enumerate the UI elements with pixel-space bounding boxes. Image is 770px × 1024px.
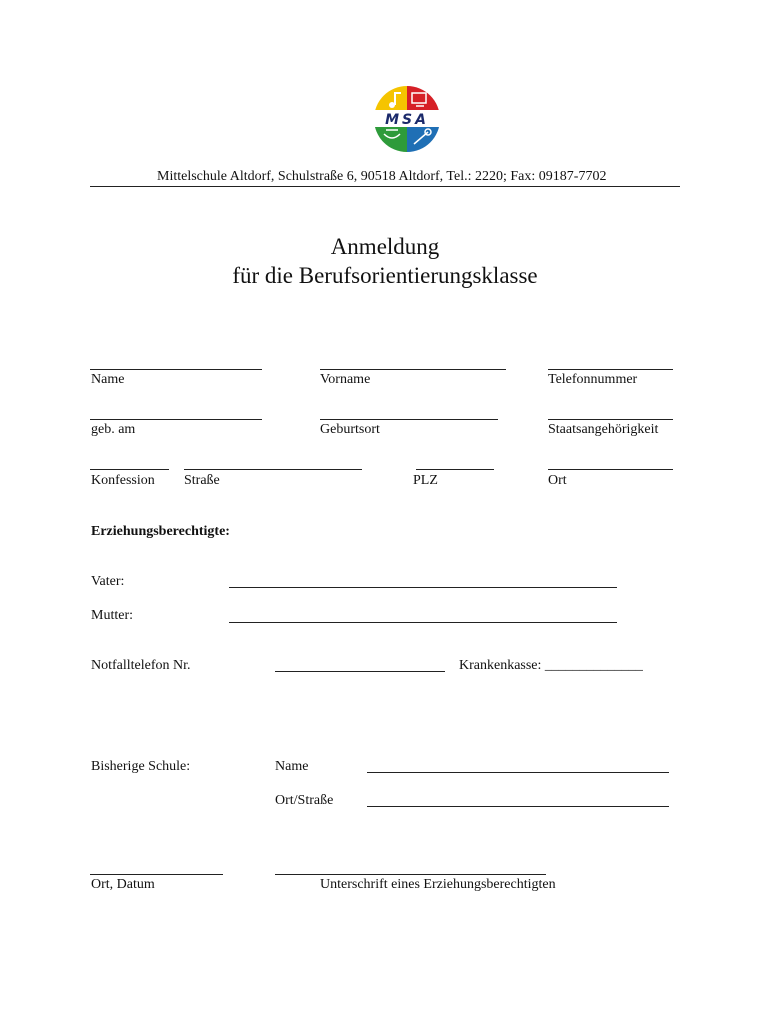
school-ort-field[interactable]: [367, 806, 669, 807]
notfall-label: Notfalltelefon Nr.: [91, 658, 191, 673]
staatsangehoerigkeit-label: Staatsangehörigkeit: [548, 422, 659, 437]
name-label: Name: [91, 372, 125, 387]
logo-text: MSA: [385, 112, 429, 128]
ort-field[interactable]: [548, 469, 673, 470]
school-name-label: Name: [275, 759, 309, 774]
geb-label: geb. am: [91, 422, 136, 437]
vorname-field[interactable]: [320, 369, 506, 370]
konfession-field[interactable]: [90, 469, 169, 470]
telefon-field[interactable]: [548, 369, 673, 370]
unterschrift-field[interactable]: [275, 874, 546, 875]
school-name-field[interactable]: [367, 772, 669, 773]
krankenkasse-label: Krankenkasse: ______________: [459, 658, 643, 673]
vater-field[interactable]: [229, 587, 617, 588]
strasse-field[interactable]: [184, 469, 362, 470]
unterschrift-label: Unterschrift eines Erziehungsberechtigten: [320, 877, 556, 892]
notfall-field[interactable]: [275, 671, 445, 672]
ort-datum-field[interactable]: [90, 874, 223, 875]
page-subtitle: für die Berufsorientierungsklasse: [232, 263, 538, 288]
strasse-label: Straße: [184, 473, 220, 488]
ort-datum-label: Ort, Datum: [91, 877, 155, 892]
geburtsort-field[interactable]: [320, 419, 498, 420]
konfession-label: Konfession: [91, 473, 155, 488]
plz-field[interactable]: [416, 469, 494, 470]
staatsangehoerigkeit-field[interactable]: [548, 419, 673, 420]
msa-logo: [372, 84, 442, 154]
vorname-label: Vorname: [320, 372, 371, 387]
bisherige-schule-label: Bisherige Schule:: [91, 759, 191, 774]
geb-field[interactable]: [90, 419, 262, 420]
page-title: Anmeldung: [330, 234, 440, 259]
school-address: Mittelschule Altdorf, Schulstraße 6, 90518 Altdorf, Tel.: 2220; Fax: 09187-7702: [157, 169, 607, 184]
telefon-label: Telefonnummer: [548, 372, 638, 387]
ort-label: Ort: [548, 473, 567, 488]
header-divider: [90, 186, 680, 187]
mutter-field[interactable]: [229, 622, 617, 623]
mutter-label: Mutter:: [91, 608, 133, 623]
geburtsort-label: Geburtsort: [320, 422, 380, 437]
guardians-heading: Erziehungsberechtigte:: [91, 524, 230, 539]
name-field[interactable]: [90, 369, 262, 370]
plz-label: PLZ: [413, 473, 438, 488]
school-ort-label: Ort/Straße: [275, 793, 334, 808]
vater-label: Vater:: [91, 574, 125, 589]
